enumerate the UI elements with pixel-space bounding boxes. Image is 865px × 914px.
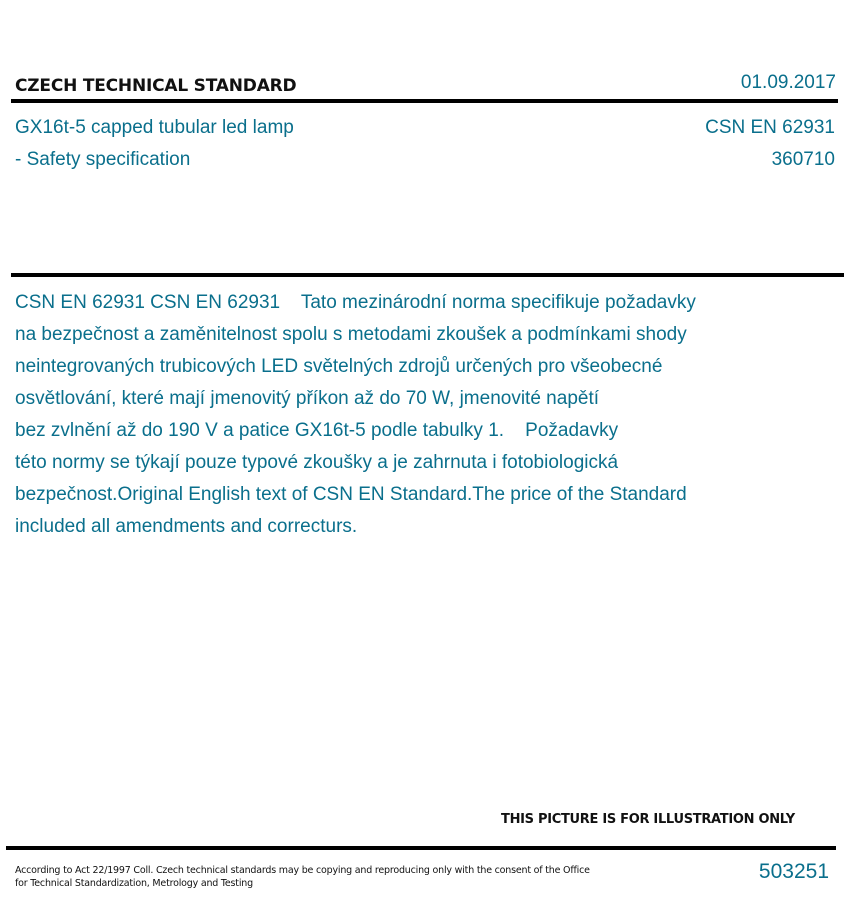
issue-date: 01.09.2017 xyxy=(740,72,836,93)
abstract-line: bez zvlnění až do 190 V a patice GX16t-5 podle tabulky 1. Požadavky xyxy=(15,420,619,441)
top-divider xyxy=(11,99,838,103)
legal-notice-line: According to Act 22/1997 Coll. Czech technical standards may be copying and reproducing only with the consent of the Office xyxy=(15,865,590,876)
abstract-line: included all amendments and correcturs. xyxy=(15,516,358,537)
document-title-line-1: GX16t-5 capped tubular led lamp xyxy=(15,117,294,138)
abstract-line: na bezpečnost a zaměnitelnost spolu s metodami zkoušek a podmínkami shody xyxy=(15,324,687,345)
middle-divider xyxy=(11,273,844,277)
abstract-line: neintegrovaných trubicových LED světelných zdrojů určených pro všeobecné xyxy=(15,356,663,377)
document-title-line-2: - Safety specification xyxy=(15,149,191,170)
abstract-line: této normy se týkají pouze typové zkoušky a je zahrnuta i fotobiologická xyxy=(15,452,619,473)
standard-type-heading: CZECH TECHNICAL STANDARD xyxy=(15,76,297,96)
abstract-line: osvětlování, které mají jmenovitý příkon až do 70 W, jmenovité napětí xyxy=(15,388,600,409)
product-id: 503251 xyxy=(758,860,829,883)
standard-number: CSN EN 62931 xyxy=(705,117,835,138)
legal-notice-line: for Technical Standardization, Metrology and Testing xyxy=(15,878,253,889)
legal-notice xyxy=(15,864,590,890)
abstract-text xyxy=(15,287,815,543)
classification-code: 360710 xyxy=(771,149,835,170)
abstract-line: bezpečnost.Original English text of CSN EN Standard.The price of the Standard xyxy=(15,484,687,505)
illustration-note: THIS PICTURE IS FOR ILLUSTRATION ONLY xyxy=(501,812,795,827)
abstract-line: CSN EN 62931 CSN EN 62931 Tato mezinárodní norma specifikuje požadavky xyxy=(15,292,696,313)
bottom-divider xyxy=(6,846,836,850)
